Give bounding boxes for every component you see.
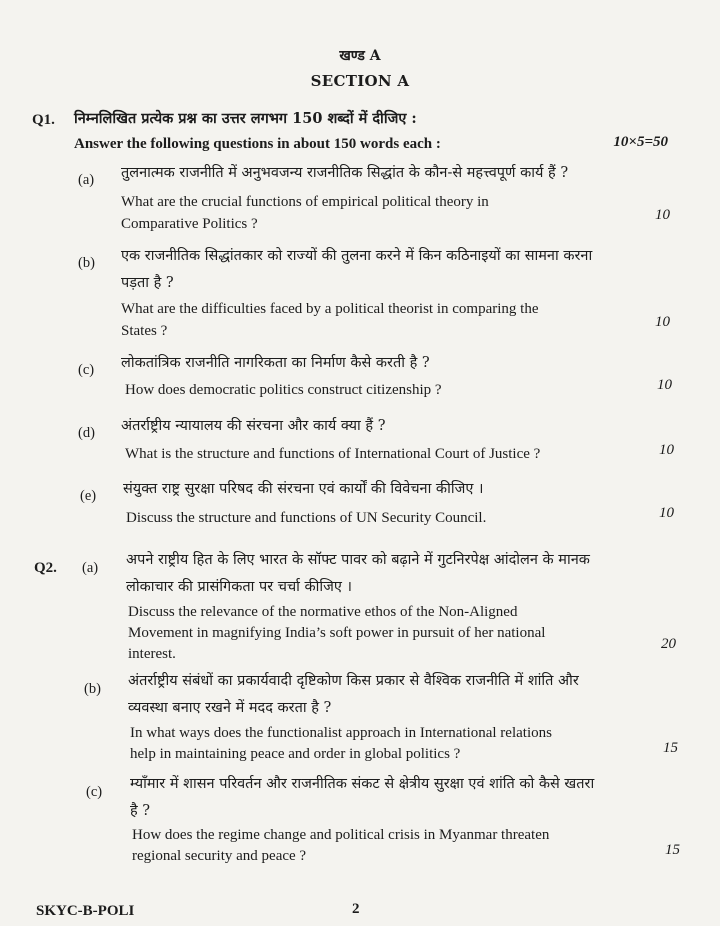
paper-code: SKYC-B-POLI	[36, 903, 135, 919]
q1b-hindi-line2: पड़ता है ?	[121, 275, 174, 291]
q2b-hindi-line2: व्यवस्था बनाए रखने में मदद करता है ?	[128, 700, 332, 716]
q1c-hindi-text: लोकतांत्रिक राजनीति नागरिकता का निर्माण कैसे करती है ?	[121, 355, 430, 371]
q2b-marks: 15	[663, 740, 678, 756]
q2a-hindi-line2: लोकाचार की प्रासंगिकता पर चर्चा कीजिए ।	[126, 579, 353, 595]
q2b-english-line1: In what ways does the functionalist approach in International relations	[130, 725, 552, 741]
q1e-english-text: Discuss the structure and functions of UN Security Council.	[126, 510, 487, 526]
q1e-label: (e)	[80, 488, 97, 504]
q1b-label: (b)	[78, 255, 95, 271]
q2c-hindi-line1: म्याँमार में शासन परिवर्तन और राजनीतिक संकट से क्षेत्रीय सुरक्षा एवं शांति को कैसे खतरा	[130, 776, 595, 792]
question-number-q2: Q2.	[34, 560, 57, 576]
q2c-english-line2: regional security and peace ?	[132, 848, 307, 864]
q2a-english-line1: Discuss the relevance of the normative ethos of the Non-Aligned	[128, 604, 518, 620]
q2b-label: (b)	[84, 681, 101, 697]
q1-instruction-hindi: निम्नलिखित प्रत्येक प्रश्न का उत्तर लगभग 150 शब्दों में दीजिए :	[74, 110, 417, 127]
q2c-english-line1: How does the regime change and political crisis in Myanmar threaten	[132, 827, 550, 843]
q1a-english-line2: Comparative Politics ?	[121, 216, 258, 232]
section-hindi-title: खण्ड A	[339, 48, 381, 64]
q1-total-marks: 10×5=50	[613, 134, 668, 150]
q1a-marks: 10	[655, 207, 670, 223]
q1d-hindi-text: अंतर्राष्ट्रीय न्यायालय की संरचना और कार्य क्या हैं ?	[121, 418, 386, 434]
q1a-label: (a)	[78, 172, 95, 188]
q2c-hindi-line2: है ?	[130, 803, 151, 819]
q1e-hindi-text: संयुक्त राष्ट्र सुरक्षा परिषद की संरचना एवं कार्यों की विवेचना कीजिए ।	[123, 481, 484, 497]
q2c-marks: 15	[665, 842, 680, 858]
q1d-english-text: What is the structure and functions of International Court of Justice ?	[125, 446, 541, 462]
q2a-marks: 20	[661, 636, 676, 652]
q1a-english-line1: What are the crucial functions of empirical political theory in	[121, 194, 489, 210]
page-number: 2	[352, 901, 360, 917]
q1e-marks: 10	[659, 505, 674, 521]
q2a-english-line3: interest.	[128, 646, 176, 662]
question-number-q1: Q1.	[32, 112, 55, 128]
q1a-hindi-text: तुलनात्मक राजनीति में अनुभवजन्य राजनीतिक सिद्धांत के कौन-से महत्त्वपूर्ण कार्य हैं ?	[121, 165, 569, 181]
section-title: SECTION A	[310, 72, 410, 90]
q2c-label: (c)	[86, 784, 103, 800]
q1c-label: (c)	[78, 362, 95, 378]
q2b-hindi-line1: अंतर्राष्ट्रीय संबंधों का प्रकार्यवादी दृष्टिकोण किस प्रकार से वैश्विक राजनीति में शांति और	[128, 673, 579, 689]
q1-instruction-english: Answer the following questions in about 150 words each :	[74, 136, 441, 152]
q1b-english-line2: States ?	[121, 323, 168, 339]
q1b-hindi-line1: एक राजनीतिक सिद्धांतकार को राज्यों की तुलना करने में किन कठिनाइयों का सामना करना	[121, 248, 593, 264]
q2a-hindi-line1: अपने राष्ट्रीय हित के लिए भारत के सॉफ्ट पावर को बढ़ाने में गुटनिरपेक्ष आंदोलन के मानक	[126, 552, 590, 568]
q1c-english-text: How does democratic politics construct citizenship ?	[125, 382, 442, 398]
q2a-english-line2: Movement in magnifying India’s soft power in pursuit of her national	[128, 625, 546, 641]
q1d-marks: 10	[659, 442, 674, 458]
q1b-marks: 10	[655, 314, 670, 330]
q1c-marks: 10	[657, 377, 672, 393]
q1d-label: (d)	[78, 425, 95, 441]
q2b-english-line2: help in maintaining peace and order in global politics ?	[130, 746, 461, 762]
q2a-label: (a)	[82, 560, 99, 576]
q1b-english-line1: What are the difficulties faced by a political theorist in comparing the	[121, 301, 539, 317]
